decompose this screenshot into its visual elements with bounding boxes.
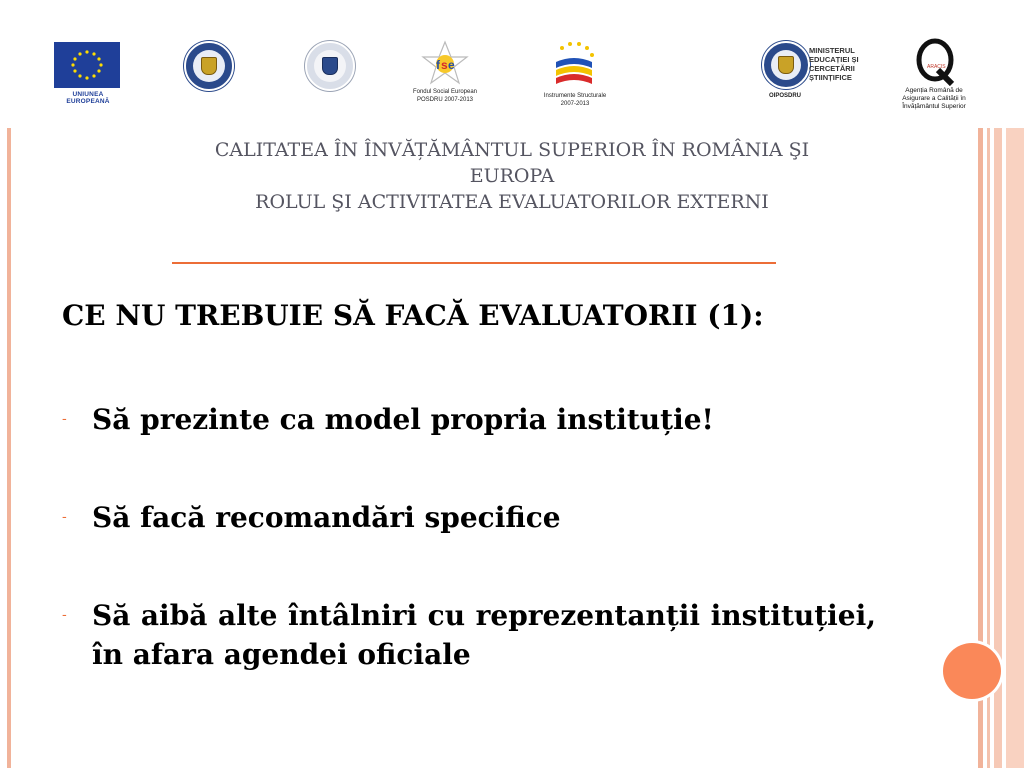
title-line-2: EUROPA — [469, 165, 555, 187]
fse-caption — [408, 88, 482, 104]
fse-caption-line: POSDRU 2007-2013 — [416, 97, 474, 103]
orange-circle-decoration — [940, 640, 1004, 702]
bullet-text: Să aibă alte întâlniri cu reprezentanții instituției, în afara agendei oficiale — [92, 599, 876, 671]
bullet-dash-icon: - — [62, 607, 67, 623]
svg-text:f: f — [436, 58, 440, 72]
oiposdru-seal-icon — [762, 41, 810, 89]
svg-text:s: s — [441, 58, 448, 72]
aracis-caption: Agenția Română de Asigurare a Calității în Învățământul Superior — [902, 87, 966, 110]
eu-caption: UNIUNEA EUROPEANĂ — [66, 91, 110, 105]
aracis-logo-icon — [910, 38, 960, 86]
aracis-small-text: ARACIS — [927, 64, 946, 70]
title-line-3: ROLUL ŞI ACTIVITATEA EVALUATORILOR EXTERNI — [255, 191, 769, 213]
ministry-line: ȘTIINȚIFICE — [809, 73, 852, 82]
fse-caption-line: Fondul Social European — [412, 89, 478, 95]
bullet-item — [62, 400, 876, 439]
slide-content — [62, 296, 876, 674]
is-caption-line: Instrumente Structurale — [543, 93, 607, 99]
eu-flag-icon — [54, 42, 120, 88]
ministry-line: EDUCAȚIEI ȘI — [809, 55, 859, 64]
bullet-text: Să prezinte ca model propria instituție! — [92, 403, 714, 436]
bullet-text: Să facă recomandări specifice — [92, 501, 561, 534]
left-decorative-stripe — [7, 128, 11, 768]
bullet-item — [62, 498, 876, 537]
romania-seal-icon — [305, 41, 355, 91]
structural-instruments-icon — [548, 40, 600, 90]
fse-star-icon — [420, 40, 470, 86]
ministry-text — [809, 46, 859, 82]
title-divider — [172, 262, 776, 264]
title-line-1: CALITATEA ÎN ÎNVĂȚĂMÂNTUL SUPERIOR ÎN ROMÂNIA ŞI — [214, 139, 810, 161]
bullet-dash-icon: - — [62, 509, 67, 525]
slide-title — [62, 137, 962, 215]
right-stripe — [1006, 128, 1024, 768]
government-seal-icon — [184, 41, 234, 91]
ministry-line: CERCETĂRII — [809, 64, 855, 73]
bullet-dash-icon: - — [62, 411, 67, 427]
is-caption-line: 2007-2013 — [560, 101, 590, 107]
ministry-line: MINISTERUL — [809, 46, 855, 55]
svg-text:e: e — [448, 58, 455, 72]
oiposdru-caption: OIPOSDRU — [768, 93, 801, 99]
logo-strip — [0, 0, 1024, 128]
bullet-item — [62, 596, 876, 674]
content-heading: CE NU TREBUIE SĂ FACĂ EVALUATORII (1): — [62, 299, 764, 332]
is-caption — [536, 92, 614, 108]
